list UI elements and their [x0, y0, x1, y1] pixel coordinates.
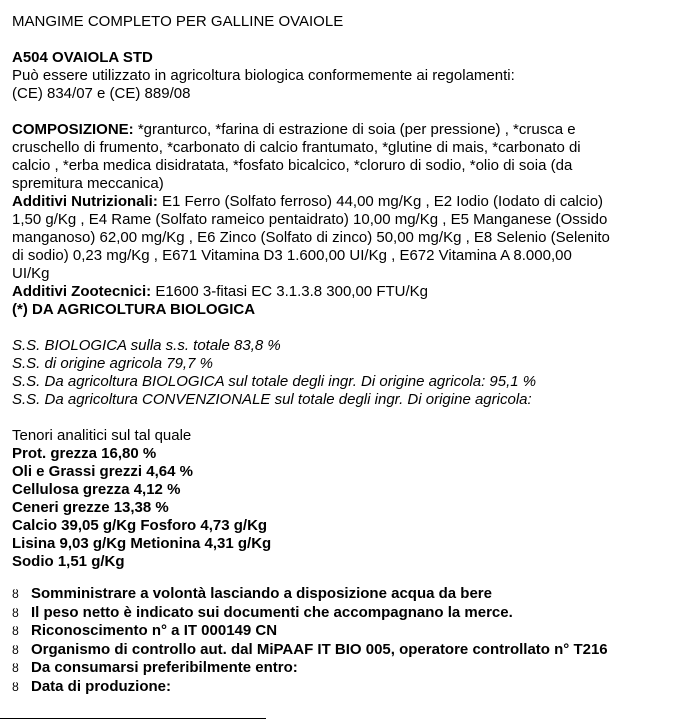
- analysis-heading: Tenori analitici sul tal quale: [12, 427, 192, 444]
- nutritional-additives-label: Additivi Nutrizionali:: [12, 193, 158, 210]
- spacer: [12, 409, 676, 427]
- organic-stat: S.S. Da agricoltura BIOLOGICA sul totale degli ingr. Di origine agricola: 95,1 %: [12, 373, 537, 390]
- instruction-text: Da consumarsi preferibilmente entro:: [31, 659, 298, 677]
- instruction-item: [12, 585, 676, 604]
- zootechnical-additives: [12, 283, 676, 301]
- composition-text-3: calcio , *erba medica disidratata, *fosfato bicalcico, *cloruro di sodio, *olio di soia (da: [12, 157, 573, 174]
- crossed-feather-icon: ȣ: [12, 605, 19, 620]
- instruction-item: [12, 641, 676, 660]
- crossed-feather-icon: ȣ: [12, 679, 19, 694]
- nutritional-additives-text-1: E1 Ferro (Solfato ferroso) 44,00 mg/Kg , E2 Iodio (Iodato di calcio): [157, 193, 604, 210]
- analysis-item: Calcio 39,05 g/Kg Fosforo 4,73 g/Kg: [12, 517, 268, 534]
- instruction-text: Il peso netto è indicato sui documenti che accompagnano la merce.: [31, 603, 513, 621]
- organic-note: (*) DA AGRICOLTURA BIOLOGICA: [12, 301, 256, 318]
- crossed-feather-icon: ȣ: [12, 624, 19, 639]
- analysis-section: [12, 427, 676, 571]
- label-document: [12, 13, 676, 697]
- analysis-item: Ceneri grezze 13,38 %: [12, 499, 169, 516]
- instruction-item: [12, 604, 676, 623]
- product-name: A504 OVAIOLA STD: [12, 49, 153, 66]
- instruction-text: Somministrare a volontà lasciando a disposizione acqua da bere: [31, 585, 492, 602]
- analysis-item: Cellulosa grezza 4,12 %: [12, 481, 181, 498]
- spacer: [12, 319, 676, 337]
- organic-stat: S.S. di origine agricola 79,7 %: [12, 355, 213, 372]
- composition-label: COMPOSIZIONE:: [12, 121, 134, 138]
- spacer: [12, 103, 676, 121]
- nutritional-additives-text-3: manganoso) 62,00 mg/Kg , E6 Zinco (Solfato di zinco) 50,00 mg/Kg , E8 Selenio (Selenito: [12, 229, 610, 246]
- crossed-feather-icon: ȣ: [12, 661, 19, 676]
- zootechnical-additives-text: E1600 3-fitasi EC 3.1.3.8 300,00 FTU/Kg: [151, 283, 428, 300]
- analysis-item: Sodio 1,51 g/Kg: [12, 553, 125, 570]
- document-header: MANGIME COMPLETO PER GALLINE OVAIOLE: [12, 13, 344, 30]
- organic-regulation-line-2: (CE) 834/07 e (CE) 889/08: [12, 85, 191, 102]
- organic-stat: S.S. Da agricoltura CONVENZIONALE sul totale degli ingr. Di origine agricola:: [12, 391, 532, 408]
- organic-stat: S.S. BIOLOGICA sulla s.s. totale 83,8 %: [12, 337, 281, 354]
- composition-text-4: spremitura meccanica): [12, 175, 164, 192]
- nutritional-additives-text-4: di sodio) 0,23 mg/Kg , E671 Vitamina D3 1.600,00 UI/Kg , E672 Vitamina A 8.000,00: [12, 247, 572, 264]
- crossed-feather-icon: ȣ: [12, 642, 19, 657]
- composition-text-2: cruschello di frumento, *carbonato di calcio frantumato, *glutine di mais, *carbonato di: [12, 139, 581, 156]
- instruction-text: Data di produzione:: [31, 677, 171, 695]
- organic-regulation-line-1: Può essere utilizzato in agricoltura biologica conformemente ai regolamenti:: [12, 67, 515, 84]
- instruction-text: Riconoscimento n° a IT 000149 CN: [31, 622, 278, 640]
- zootechnical-additives-label: Additivi Zootecnici:: [12, 283, 152, 300]
- instructions-list: [12, 585, 676, 697]
- analysis-item: Oli e Grassi grezzi 4,64 %: [12, 463, 193, 480]
- instruction-text: Organismo di controllo aut. dal MiPAAF IT BIO 005, operatore controllato n° T216: [31, 640, 608, 658]
- nutritional-additives-text-5: UI/Kg: [12, 265, 50, 282]
- instruction-item: [12, 659, 676, 678]
- analysis-item: Lisina 9,03 g/Kg Metionina 4,31 g/Kg: [12, 535, 272, 552]
- bottom-divider: [0, 718, 266, 719]
- composition-text-1: *granturco, *farina di estrazione di soia (per pressione) , *crusca e: [133, 121, 576, 138]
- organic-stats-section: [12, 337, 676, 409]
- instruction-item: [12, 678, 676, 697]
- crossed-feather-icon: ȣ: [12, 587, 19, 601]
- analysis-item: Prot. grezza 16,80 %: [12, 445, 157, 462]
- composition-section: [12, 121, 676, 193]
- spacer: [12, 31, 676, 49]
- nutritional-additives-section: [12, 193, 676, 283]
- nutritional-additives-text-2: 1,50 g/Kg , E4 Rame (Solfato rameico pentaidrato) 10,00 mg/Kg , E5 Manganese (Ossido: [12, 211, 608, 228]
- instruction-item: [12, 622, 676, 641]
